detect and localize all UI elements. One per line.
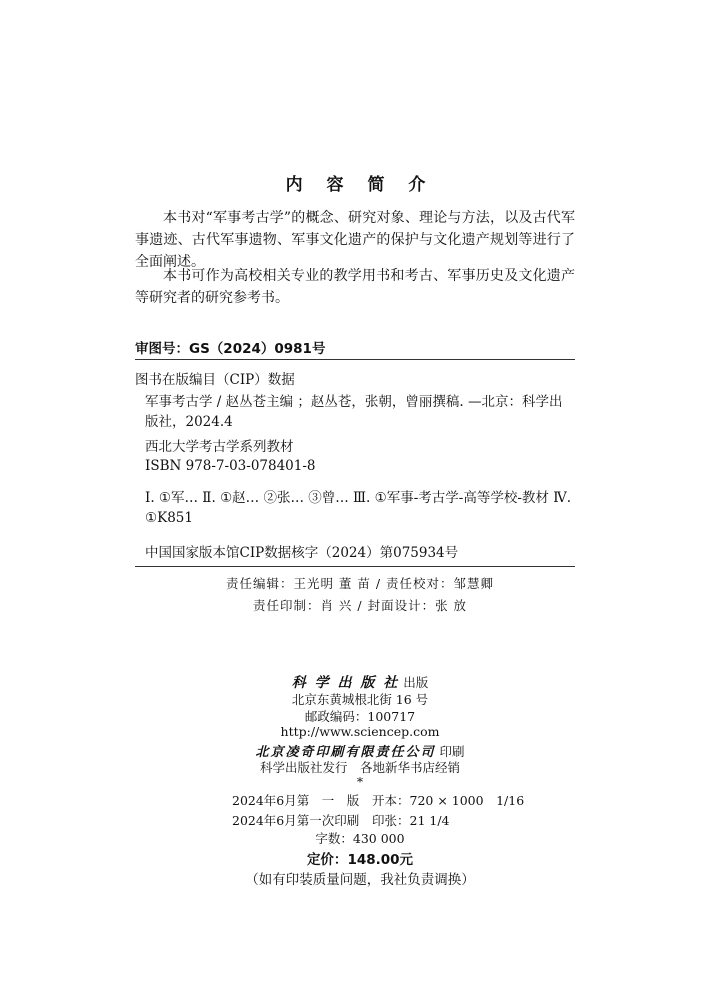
- publisher-name: 科 学 出 版 社: [291, 675, 400, 691]
- cip-heading: 图书在版编目（CIP）数据: [135, 372, 295, 388]
- print-date: 2024年6月第一次印刷: [232, 813, 360, 828]
- publisher-postcode: 邮政编码：100717: [304, 709, 416, 724]
- cip-classification: Ⅰ. ①军… Ⅱ. ①赵… ②张… ③曾… Ⅲ. ①军事-考古学-高等学校-教材 Ⅳ. ①K851: [145, 490, 572, 526]
- intro-paragraph-2: 本书可作为高校相关专业的教学用书和考古、军事历史及文化遗产等研究者的研究参考书。: [135, 268, 575, 306]
- book-format: 开本：720 × 1000 1/16: [372, 793, 525, 808]
- intro-title: 内 容 简 介: [285, 175, 435, 195]
- cip-core-number: 中国国家版本馆CIP数据核字（2024）第075934号: [145, 545, 459, 561]
- publisher-address: 北京东黄城根北街 16 号: [291, 692, 429, 707]
- quality-note: （如有印装质量问题，我社负责调换）: [245, 872, 475, 888]
- publisher-suffix: 出版: [403, 675, 429, 690]
- intro-paragraph-1: 本书对“军事考古学”的概念、研究对象、理论与方法，以及古代军事遗迹、古代军事遗物、军事文化遗产的保护与文化遗产规划等进行了全面阐述。: [135, 210, 575, 270]
- printer-suffix: 印刷: [439, 744, 465, 759]
- cip-entry: 军事考古学 / 赵丛苍主编 ；赵丛苍，张朝，曾丽撰稿. —北京：科学出版社，2024.4: [145, 394, 563, 430]
- publisher-line: [0, 672, 720, 692]
- print-row: [232, 811, 532, 829]
- map-review-number: 审图号：GS（2024）0981号: [135, 341, 326, 357]
- staff-line-1: 责任编辑：王光明 董 苗 / 责任校对：邹慧卿: [225, 576, 495, 591]
- cip-series: 西北大学考古学系列教材: [145, 439, 294, 455]
- edition-row: [232, 791, 532, 809]
- publisher-website: http://www.sciencep.com: [280, 724, 440, 739]
- divider-top: [135, 359, 575, 360]
- price-label: 定价：: [306, 852, 348, 868]
- separator-star: *: [356, 774, 364, 789]
- divider-bottom: [135, 566, 575, 567]
- printed-sheets: 印张：21 1/4: [372, 813, 450, 828]
- printer-name: 北京凌奇印刷有限责任公司: [255, 745, 436, 760]
- edition-date: 2024年6月第 一 版: [232, 793, 360, 808]
- price-value: 148.00元: [347, 852, 414, 868]
- price-line: [0, 848, 720, 868]
- staff-line-2: 责任印制：肖 兴 / 封面设计：张 放: [252, 598, 468, 613]
- distribution: 科学出版社发行 各地新华书店经销: [259, 760, 460, 775]
- word-count: 字数：430 000: [315, 831, 405, 846]
- cip-isbn: ISBN 978-7-03-078401-8: [145, 458, 316, 474]
